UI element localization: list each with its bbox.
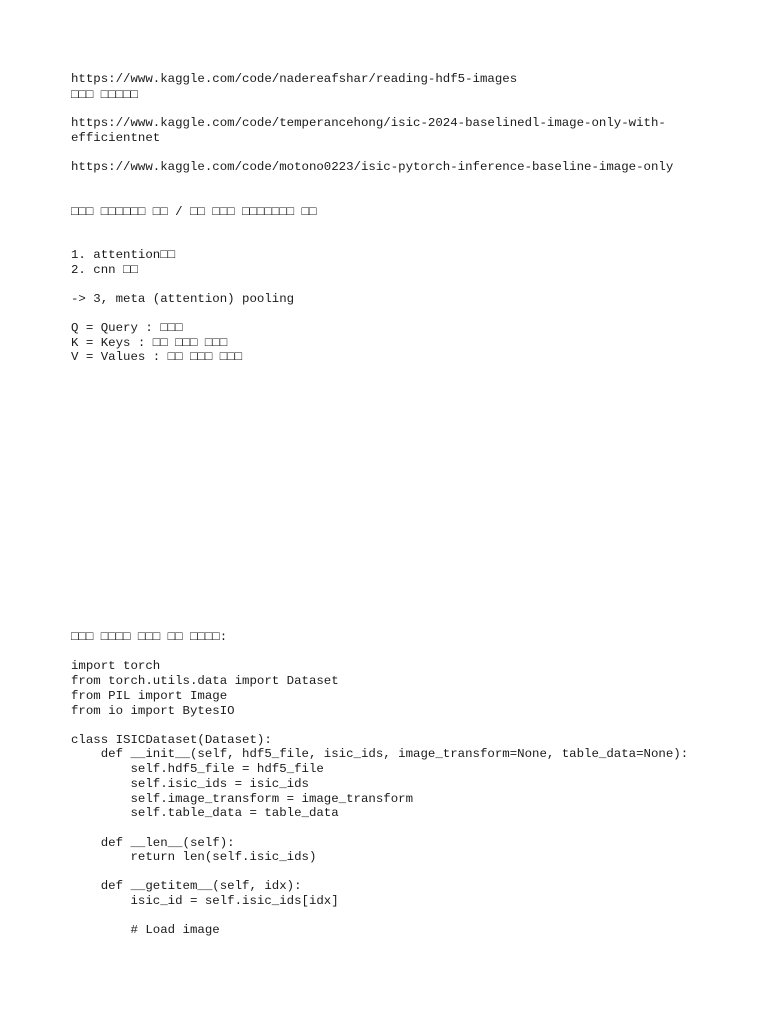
text-line: -> 3, meta (attention) pooling <box>71 292 295 306</box>
code-line: class ISICDataset(Dataset): <box>71 733 272 747</box>
code-line: isic_id = self.isic_ids[idx] <box>71 894 339 908</box>
code-line: import torch <box>71 659 161 673</box>
code-line: def __getitem__(self, idx): <box>71 879 302 893</box>
text-line: □□□ □□□□□ <box>71 88 138 102</box>
code-line: def __len__(self): <box>71 836 235 850</box>
text-line: □□□ □□□□□□ □□ / □□ □□□ □□□□□□□ □□ <box>71 205 317 219</box>
code-line: self.isic_ids = isic_ids <box>71 777 309 791</box>
text-line: □□□ □□□□ □□□ □□ □□□□: <box>71 630 228 644</box>
code-line: # Load image <box>71 923 220 937</box>
code-line: self.hdf5_file = hdf5_file <box>71 762 324 776</box>
code-line: return len(self.isic_ids) <box>71 850 317 864</box>
code-line: from torch.utils.data import Dataset <box>71 674 339 688</box>
text-line: https://www.kaggle.com/code/motono0223/isic-pytorch-inference-baseline-image-only <box>71 160 674 174</box>
text-line: V = Values : □□ □□□ □□□ <box>71 350 243 364</box>
text-line: efficientnet <box>71 131 161 145</box>
code-line: self.image_transform = image_transform <box>71 792 414 806</box>
code-line: self.table_data = table_data <box>71 806 339 820</box>
text-line: 2. cnn □□ <box>71 263 138 277</box>
code-line: def __init__(self, hdf5_file, isic_ids, image_transform=None, table_data=None): <box>71 747 689 761</box>
text-line: K = Keys : □□ □□□ □□□ <box>71 336 228 350</box>
text-line: https://www.kaggle.com/code/nadereafshar/reading-hdf5-images <box>71 72 518 86</box>
code-line: from PIL import Image <box>71 689 228 703</box>
text-line: 1. attention□□ <box>71 248 176 262</box>
text-line: https://www.kaggle.com/code/temperancehong/isic-2024-baselinedl-image-only-with- <box>71 116 666 130</box>
code-line: from io import BytesIO <box>71 704 235 718</box>
text-line: Q = Query : □□□ <box>71 321 183 335</box>
